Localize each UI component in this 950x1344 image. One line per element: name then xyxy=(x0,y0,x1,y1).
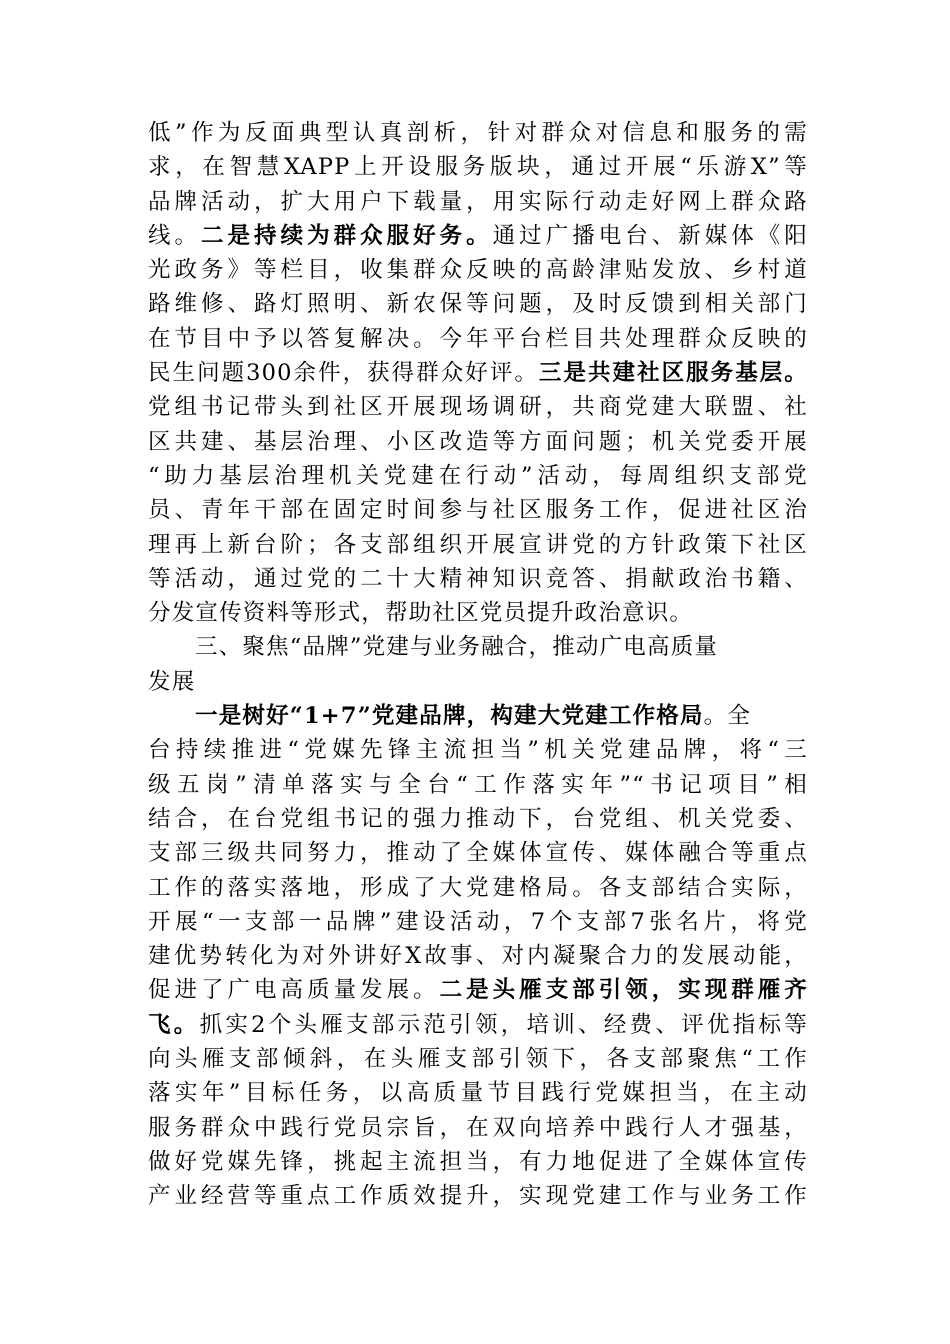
text-segment: 工作的落实落地，形成了大党建格局。各支部结合实际， xyxy=(148,874,808,901)
text-segment: 理再上新台阶；各支部组织开展宣讲党的方针政策下社区 xyxy=(148,531,808,558)
text-segment: 三、聚焦“品牌”党建与业务融合，推动广电高质量 xyxy=(195,634,719,661)
text-segment: 。全 xyxy=(703,703,752,730)
text-line xyxy=(148,185,808,219)
text-segment: 建优势转化为对外讲好X故事、对内凝聚合力的发展动能， xyxy=(148,943,808,970)
text-line xyxy=(148,939,808,973)
text-line xyxy=(148,665,808,699)
text-line xyxy=(148,699,808,733)
text-line xyxy=(148,733,808,767)
text-line xyxy=(148,871,808,905)
text-segment: 产业经营等重点工作质效提升，实现党建工作与业务工作 xyxy=(148,1183,808,1210)
text-segment: 做好党媒先锋，挑起主流担当，有力地促进了全媒体宣传 xyxy=(148,1148,808,1175)
document-page xyxy=(148,116,808,1214)
text-line xyxy=(148,356,808,390)
text-line xyxy=(148,1179,808,1213)
text-segment: 求，在智慧XAPP上开设服务版块，通过开展“乐游X”等 xyxy=(148,154,808,181)
text-line xyxy=(148,390,808,424)
bold-text-segment: 一是树好“1+7”党建品牌，构建大党建工作格局 xyxy=(195,703,704,730)
bold-text-segment: 二是头雁支部引领，实现群雁齐 xyxy=(439,977,808,1004)
bold-text-segment: 飞。 xyxy=(148,1011,200,1038)
text-segment: 民生问题300余件，获得群众好评。 xyxy=(148,360,539,387)
text-segment: 发展 xyxy=(148,668,196,695)
text-segment: 员、青年干部在固定时间参与社区服务工作，促进社区治 xyxy=(148,497,808,524)
text-segment: 路维修、路灯照明、新农保等问题，及时反馈到相关部门 xyxy=(148,291,808,318)
text-segment: 分发宣传资料等形式，帮助社区党员提升政治意识。 xyxy=(148,600,694,627)
text-segment: 开展“一支部一品牌”建设活动，7个支部7张名片，将党 xyxy=(148,908,808,935)
text-segment: 品牌活动，扩大用户下载量，用实际行动走好网上群众路 xyxy=(148,188,808,215)
text-segment: 党组书记带头到社区开展现场调研，共商党建大联盟、社 xyxy=(148,394,808,421)
text-line xyxy=(148,219,808,253)
text-segment: 在节目中予以答复解决。今年平台栏目共处理群众反映的 xyxy=(148,325,808,352)
text-line xyxy=(148,493,808,527)
text-segment: 级五岗”清单落实与全台“工作落实年”“书记项目”相 xyxy=(148,771,808,798)
text-line xyxy=(148,116,808,150)
text-line xyxy=(148,287,808,321)
text-line xyxy=(148,905,808,939)
text-segment: 通过广播电台、新媒体《阳 xyxy=(492,222,809,249)
text-line xyxy=(148,1008,808,1042)
text-line xyxy=(148,1145,808,1179)
text-line xyxy=(148,1111,808,1145)
text-line xyxy=(148,1076,808,1110)
text-line xyxy=(148,322,808,356)
text-segment: 低”作为反面典型认真剖析，针对群众对信息和服务的需 xyxy=(148,120,808,146)
text-segment: 台持续推进“党媒先锋主流担当”机关党建品牌，将“三 xyxy=(148,737,808,764)
text-segment: 光政务》等栏目，收集群众反映的高龄津贴发放、乡村道 xyxy=(148,257,808,284)
text-segment: 促进了广电高质量发展。 xyxy=(148,977,440,1004)
text-segment: 抓实2个头雁支部示范引领，培训、经费、评优指标等 xyxy=(199,1011,808,1038)
text-line xyxy=(148,802,808,836)
text-line xyxy=(148,973,808,1007)
text-segment: 区共建、基层治理、小区改造等方面问题；机关党委开展 xyxy=(148,428,808,455)
text-line xyxy=(148,459,808,493)
text-line xyxy=(148,1042,808,1076)
text-line xyxy=(148,562,808,596)
bold-text-segment: 二是持续为群众服好务。 xyxy=(201,222,493,249)
text-segment: 向头雁支部倾斜，在头雁支部引领下，各支部聚焦“工作 xyxy=(148,1046,808,1073)
text-segment: 服务群众中践行党员宗旨，在双向培养中践行人才强基， xyxy=(148,1114,808,1141)
text-line xyxy=(148,630,808,664)
bold-text-segment: 三是共建社区服务基层。 xyxy=(538,360,808,387)
text-line xyxy=(148,836,808,870)
text-line xyxy=(148,150,808,184)
text-segment: 支部三级共同努力，推动了全媒体宣传、媒体融合等重点 xyxy=(148,840,808,867)
text-line xyxy=(148,425,808,459)
text-line xyxy=(148,528,808,562)
text-segment: 落实年”目标任务，以高质量节目践行党媒担当，在主动 xyxy=(148,1080,808,1107)
text-segment: 线。 xyxy=(148,222,202,249)
text-segment: 结合，在台党组书记的强力推动下，台党组、机关党委、 xyxy=(148,805,808,832)
text-segment: “助力基层治理机关党建在行动”活动，每周组织支部党 xyxy=(148,462,808,489)
text-line xyxy=(148,253,808,287)
text-line xyxy=(148,596,808,630)
text-line xyxy=(148,768,808,802)
text-segment: 等活动，通过党的二十大精神知识竞答、捐献政治书籍、 xyxy=(148,565,808,592)
